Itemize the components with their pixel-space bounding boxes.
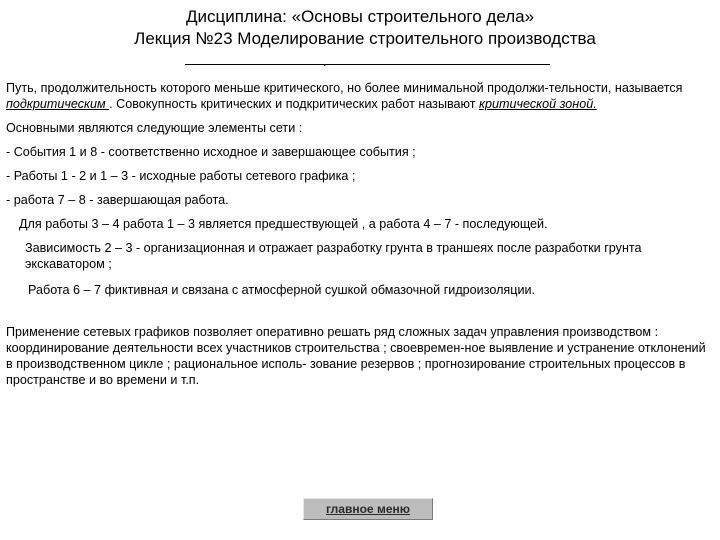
paragraph-network-applications: Применение сетевых графиков позволяет оперативно решать ряд сложных задач управления производством : координирование деятельности всех участников строительства ; своевремен-ное выявление и устранение отклонений в производственном цикле ; рациональное исполь- зование резервов ; прогнозирование строительных процессов в пространстве и во времени и т.п. [6,325,706,387]
list-item-initial-works: - Работы 1 - 2 и 1 – 3 - исходные работы сетевого графика ; [6,169,356,183]
term-critical-zone: критической зоной. [479,97,597,111]
main-menu-button[interactable]: главное меню [303,498,433,520]
header-dot: . [323,55,327,69]
list-item-events: - События 1 и 8 - соответственно исходное и завершающее события ; [6,145,416,159]
paragraph-dummy-work: Работа 6 – 7 фиктивная и связана с атмосферной сушкой обмазочной гидроизоляции. [28,283,536,297]
paragraph-subcritical-path [6,80,712,112]
paragraph-text: Путь, продолжительность которого меньше критического, но более минимальной продолжи-тельности, называется [6,81,683,95]
paragraph-dependency: Зависимость 2 – 3 - организационная и отражает разработку грунта в траншеях после разработки грунта экскаватором ; [25,241,642,271]
paragraph-network-elements: Основными являются следующие элементы сети : [6,121,303,135]
header-divider [185,64,550,65]
lecture-header [0,6,720,50]
list-item-final-work: - работа 7 – 8 - завершающая работа. [6,193,229,207]
lecture-title: Лекция №23 Моделирование строительного производства [134,29,596,48]
paragraph-text: . Совокупность критических и подкритических работ называют [109,97,479,111]
lecture-body [6,80,712,388]
term-subcritical: подкритическим [6,97,110,111]
paragraph-predecessor: Для работы 3 – 4 работа 1 – 3 является предшествующей , а работа 4 – 7 - последующей. [19,217,548,231]
discipline-title: Дисциплина: «Основы строительного дела» [185,7,535,26]
